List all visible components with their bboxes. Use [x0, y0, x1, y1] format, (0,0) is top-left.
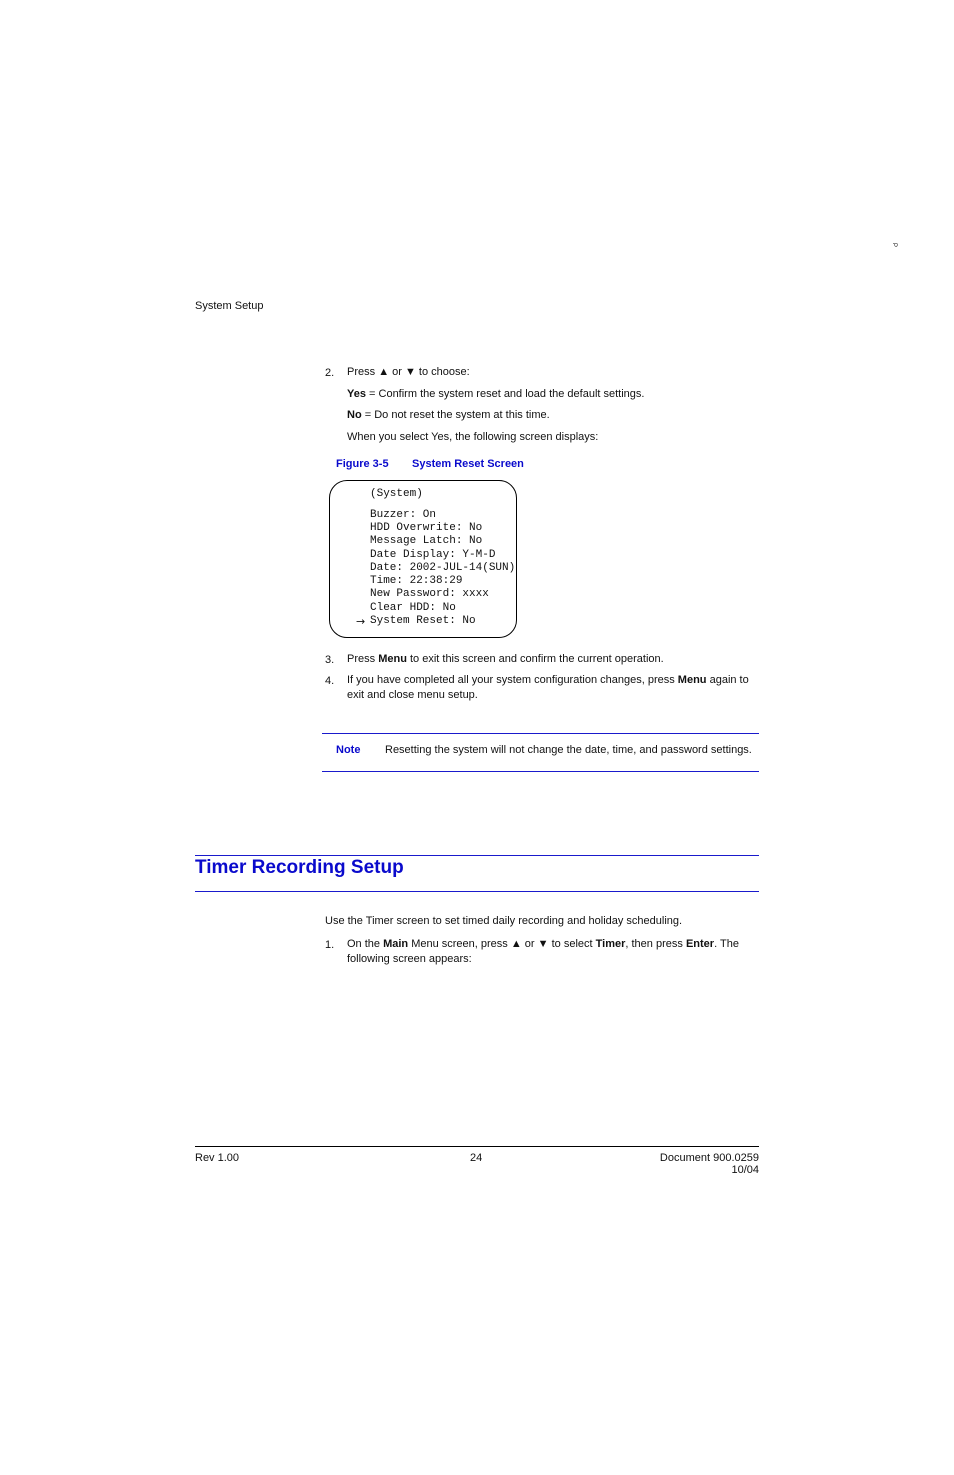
footer-rev: Rev 1.00 [195, 1152, 240, 1164]
no-option: No = Do not reset the system at this time. [347, 409, 550, 421]
section-title: Timer Recording Setup [195, 857, 404, 878]
step-4-text-line2: exit and close menu setup. [347, 689, 478, 701]
up-arrow-icon: ▲ [510, 938, 522, 950]
running-header: System Setup [195, 300, 264, 312]
step-2-text: Press ▲ or ▼ to choose: [347, 366, 470, 378]
yes-option: Yes = Confirm the system reset and load the default settings. [347, 388, 645, 400]
note-rule-bottom [322, 771, 759, 772]
footer-document: Document 900.0259 [659, 1152, 759, 1164]
section-intro: Use the Timer screen to set timed daily recording and holiday scheduling. [325, 915, 683, 927]
down-arrow-icon: ▼ [537, 938, 549, 950]
cursor-arrow-icon: → [356, 615, 366, 628]
up-arrow-icon: ▲ [378, 366, 390, 378]
screen-line: Clear HDD: No [370, 602, 456, 614]
step-3-text: Press Menu to exit this screen and confirm the current operation. [347, 653, 664, 665]
down-arrow-icon: ▼ [404, 366, 416, 378]
timer-step-1-text: On the Main Menu screen, press ▲ or ▼ to select Timer, then press Enter. The [347, 938, 739, 950]
section-rule-bottom [195, 891, 759, 892]
step-number: 1. [325, 939, 335, 951]
follow-text: When you select Yes, the following screen displays: [347, 431, 599, 443]
footer-date: 10/04 [731, 1164, 759, 1176]
screen-line: Date Display: Y-M-D [370, 549, 496, 561]
timer-step-1-line2: following screen appears: [347, 953, 472, 965]
step-number: 2. [325, 367, 335, 379]
page-corner-marker: P [891, 243, 897, 248]
screen-line: HDD Overwrite: No [370, 522, 483, 534]
figure-title: System Reset Screen [412, 458, 524, 470]
figure-number: Figure 3-5 [336, 458, 389, 470]
screen-line: Buzzer: On [370, 509, 437, 521]
note-text: Resetting the system will not change the date, time, and password settings. [385, 744, 752, 756]
section-rule-top [195, 855, 759, 856]
screen-line: Message Latch: No [370, 535, 483, 547]
step-number: 4. [325, 675, 335, 687]
step-4-text: If you have completed all your system configuration changes, press Menu again to [347, 674, 749, 686]
note-label: Note [336, 744, 361, 756]
screen-line: Time: 22:38:29 [370, 575, 463, 587]
screen-line: New Password: xxxx [370, 588, 489, 600]
footer-rule [195, 1146, 759, 1147]
screen-header: (System) [370, 488, 423, 500]
screen-line: Date: 2002-JUL-14(SUN) [370, 562, 516, 574]
note-rule-top [322, 733, 759, 734]
screen-line: System Reset: No [370, 615, 476, 627]
step-number: 3. [325, 654, 335, 666]
page-number: 24 [470, 1152, 483, 1164]
